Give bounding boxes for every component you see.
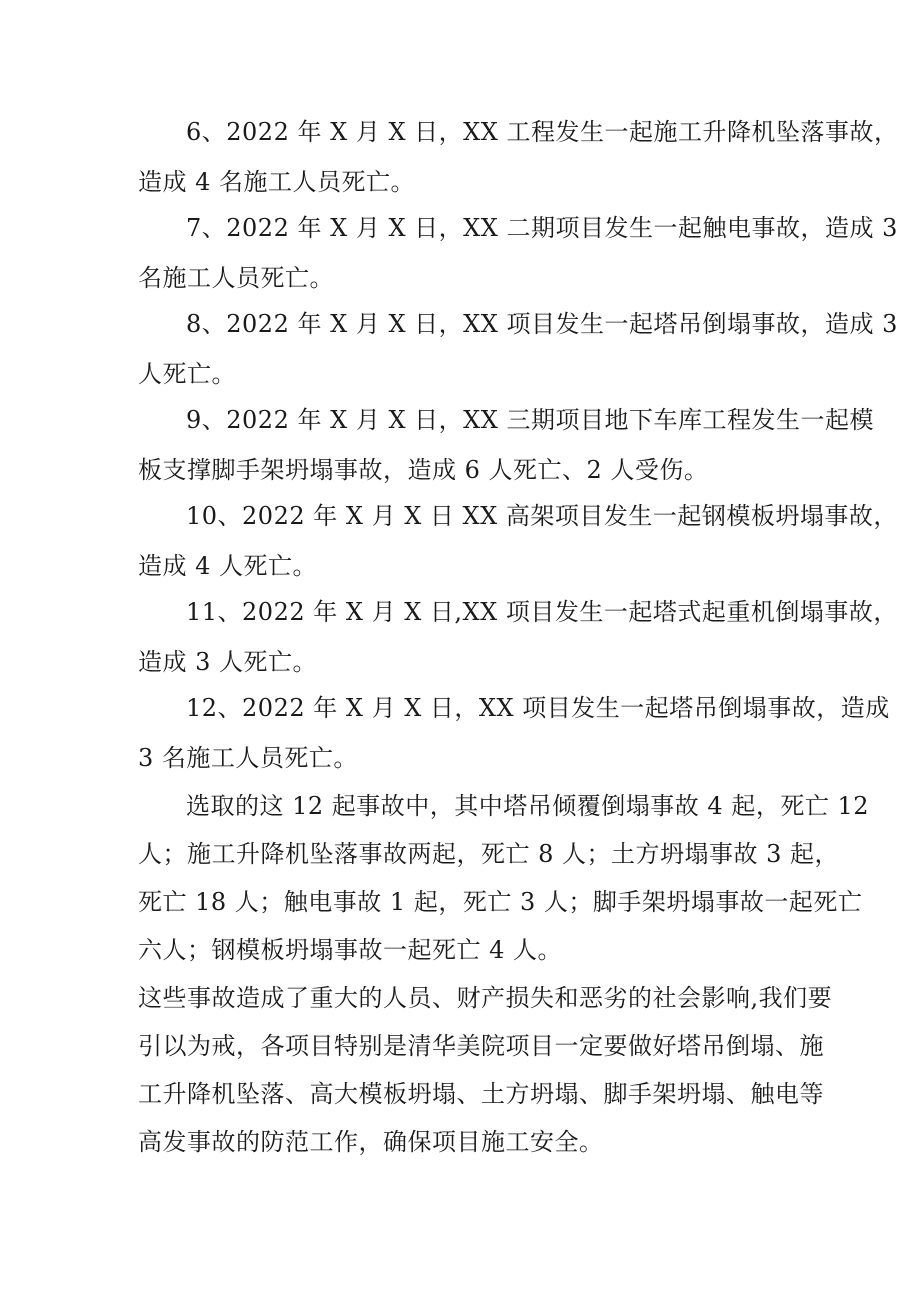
text-line: 六人；钢模板坍塌事故一起死亡 4 人。 — [138, 936, 563, 964]
text-line: 11、2022 年 X 月 X 日,XX 项目发生一起塔式起重机倒塌事故， — [186, 598, 898, 626]
text-line: 造成 4 人死亡。 — [138, 552, 318, 580]
text-line: 12、2022 年 X 月 X 日，XX 项目发生一起塔吊倒塌事故，造成 — [186, 694, 890, 722]
text-line: 选取的这 12 起事故中，其中塔吊倾覆倒塌事故 4 起，死亡 12 — [186, 792, 869, 820]
text-line: 高发事故的防范工作，确保项目施工安全。 — [138, 1128, 604, 1156]
text-line: 造成 3 人死亡。 — [138, 648, 318, 676]
text-line: 工升降机坠落、高大模板坍塌、土方坍塌、脚手架坍塌、触电等 — [138, 1080, 824, 1108]
text-line: 8、2022 年 X 月 X 日，XX 项目发生一起塔吊倒塌事故，造成 3 — [186, 310, 898, 338]
text-line: 10、2022 年 X 月 X 日 XX 高架项目发生一起钢模板坍塌事故， — [186, 502, 898, 530]
text-line: 6、2022 年 X 月 X 日，XX 工程发生一起施工升降机坠落事故， — [186, 118, 899, 146]
text-line: 名施工人员死亡。 — [138, 264, 334, 292]
text-line: 造成 4 名施工人员死亡。 — [138, 168, 416, 196]
text-line: 9、2022 年 X 月 X 日，XX 三期项目地下车库工程发生一起模 — [186, 406, 874, 434]
text-line: 7、2022 年 X 月 X 日，XX 二期项目发生一起触电事故，造成 3 — [186, 214, 898, 242]
text-line: 这些事故造成了重大的人员、财产损失和恶劣的社会影响,我们要 — [138, 984, 833, 1012]
text-line: 人；施工升降机坠落事故两起，死亡 8 人；土方坍塌事故 3 起， — [138, 840, 840, 868]
text-line: 3 名施工人员死亡。 — [138, 744, 358, 772]
text-line: 死亡 18 人；触电事故 1 起，死亡 3 人；脚手架坍塌事故一起死亡 — [138, 888, 863, 916]
text-line: 板支撑脚手架坍塌事故，造成 6 人死亡、2 人受伤。 — [138, 456, 709, 484]
text-line: 引以为戒，各项目特别是清华美院项目一定要做好塔吊倒塌、施 — [138, 1032, 824, 1060]
text-line: 人死亡。 — [138, 360, 236, 388]
